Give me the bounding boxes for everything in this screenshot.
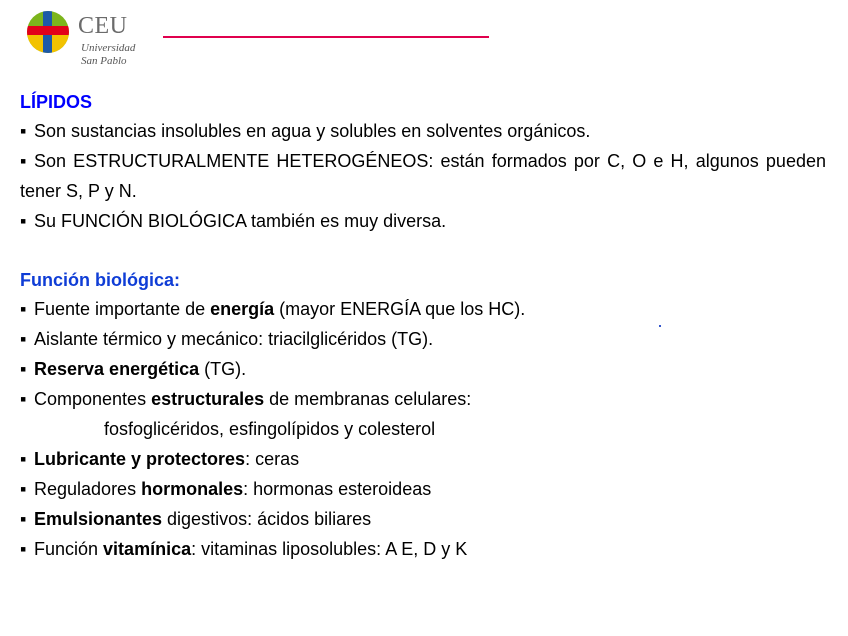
list-item-emphasis: estructurales — [151, 389, 265, 409]
list-item-emphasis: energía — [210, 299, 275, 319]
bullet-icon: ▪ — [20, 389, 27, 409]
stray-dot — [659, 325, 661, 327]
list-item-text: Reguladores — [34, 479, 142, 499]
logo-subtitle — [81, 42, 135, 68]
bullet-icon: ▪ — [20, 359, 27, 379]
bullet-icon: ▪ — [20, 299, 27, 319]
header-divider — [163, 36, 489, 38]
list-item-text: Función — [34, 539, 104, 559]
bullet-icon: ▪ — [20, 449, 27, 469]
list-item-text: (mayor ENERGÍA que los HC). — [274, 299, 526, 319]
list-item-text: Su FUNCIÓN BIOLÓGICA también es muy diversa. — [34, 211, 447, 231]
section-title-funcion: Función biológica: — [20, 270, 180, 290]
logo-subtitle-line1: Universidad — [81, 42, 136, 54]
bullet-icon: ▪ — [20, 211, 27, 231]
list-item-emphasis: Lubricante y protectores — [34, 449, 246, 469]
list-item-text: : vitaminas liposolubles: A E, D y K — [191, 539, 468, 559]
list-item-text: Aislante térmico y mecánico: triacilglicéridos (TG). — [34, 329, 434, 349]
list-item — [20, 116, 826, 146]
logo-name: CEU — [78, 13, 128, 39]
bullet-icon: ▪ — [20, 121, 27, 141]
ceu-logo — [26, 9, 166, 73]
bullet-icon: ▪ — [20, 479, 27, 499]
list-item-text: Fuente importante de — [34, 299, 211, 319]
list-item-text: : ceras — [245, 449, 300, 469]
list-item-text: de membranas celulares: — [264, 389, 472, 409]
list-item-emphasis: Emulsionantes — [34, 509, 163, 529]
list-item-text: digestivos: ácidos biliares — [162, 509, 372, 529]
list-item — [20, 354, 826, 384]
slide-content — [20, 88, 826, 564]
membrane-examples: fosfoglicéridos, esfingolípidos y colesterol — [104, 419, 436, 439]
list-item — [20, 294, 826, 324]
list-item — [20, 146, 826, 206]
logo-subtitle-line2: San Pablo — [81, 55, 127, 67]
section-spacer — [20, 236, 826, 266]
list-item — [20, 206, 826, 236]
list-item-text: Componentes — [34, 389, 152, 409]
section-title-lipidos: LÍPIDOS — [20, 92, 93, 112]
list-item-emphasis: vitamínica — [103, 539, 192, 559]
list-item — [20, 384, 826, 414]
list-item-text: (TG). — [199, 359, 247, 379]
list-item-text: Son ESTRUCTURALMENTE HETEROGÉNEOS: están formados por C, O e H, algunos pueden tener S, P y N. — [20, 151, 826, 201]
list-item — [20, 444, 826, 474]
list-item — [20, 534, 826, 564]
bullet-icon: ▪ — [20, 151, 27, 171]
list-item — [20, 474, 826, 504]
slide-header — [0, 0, 848, 80]
university-emblem-icon — [26, 10, 70, 54]
list-item — [20, 504, 826, 534]
bullet-icon: ▪ — [20, 539, 27, 559]
list-item-emphasis: hormonales — [141, 479, 244, 499]
list-item — [20, 324, 826, 354]
list-item-emphasis: Reserva energética — [34, 359, 200, 379]
list-item-text: : hormonas esteroideas — [243, 479, 432, 499]
bullet-icon: ▪ — [20, 509, 27, 529]
list-item-text: Son sustancias insolubles en agua y solubles en solventes orgánicos. — [34, 121, 591, 141]
bullet-icon: ▪ — [20, 329, 27, 349]
